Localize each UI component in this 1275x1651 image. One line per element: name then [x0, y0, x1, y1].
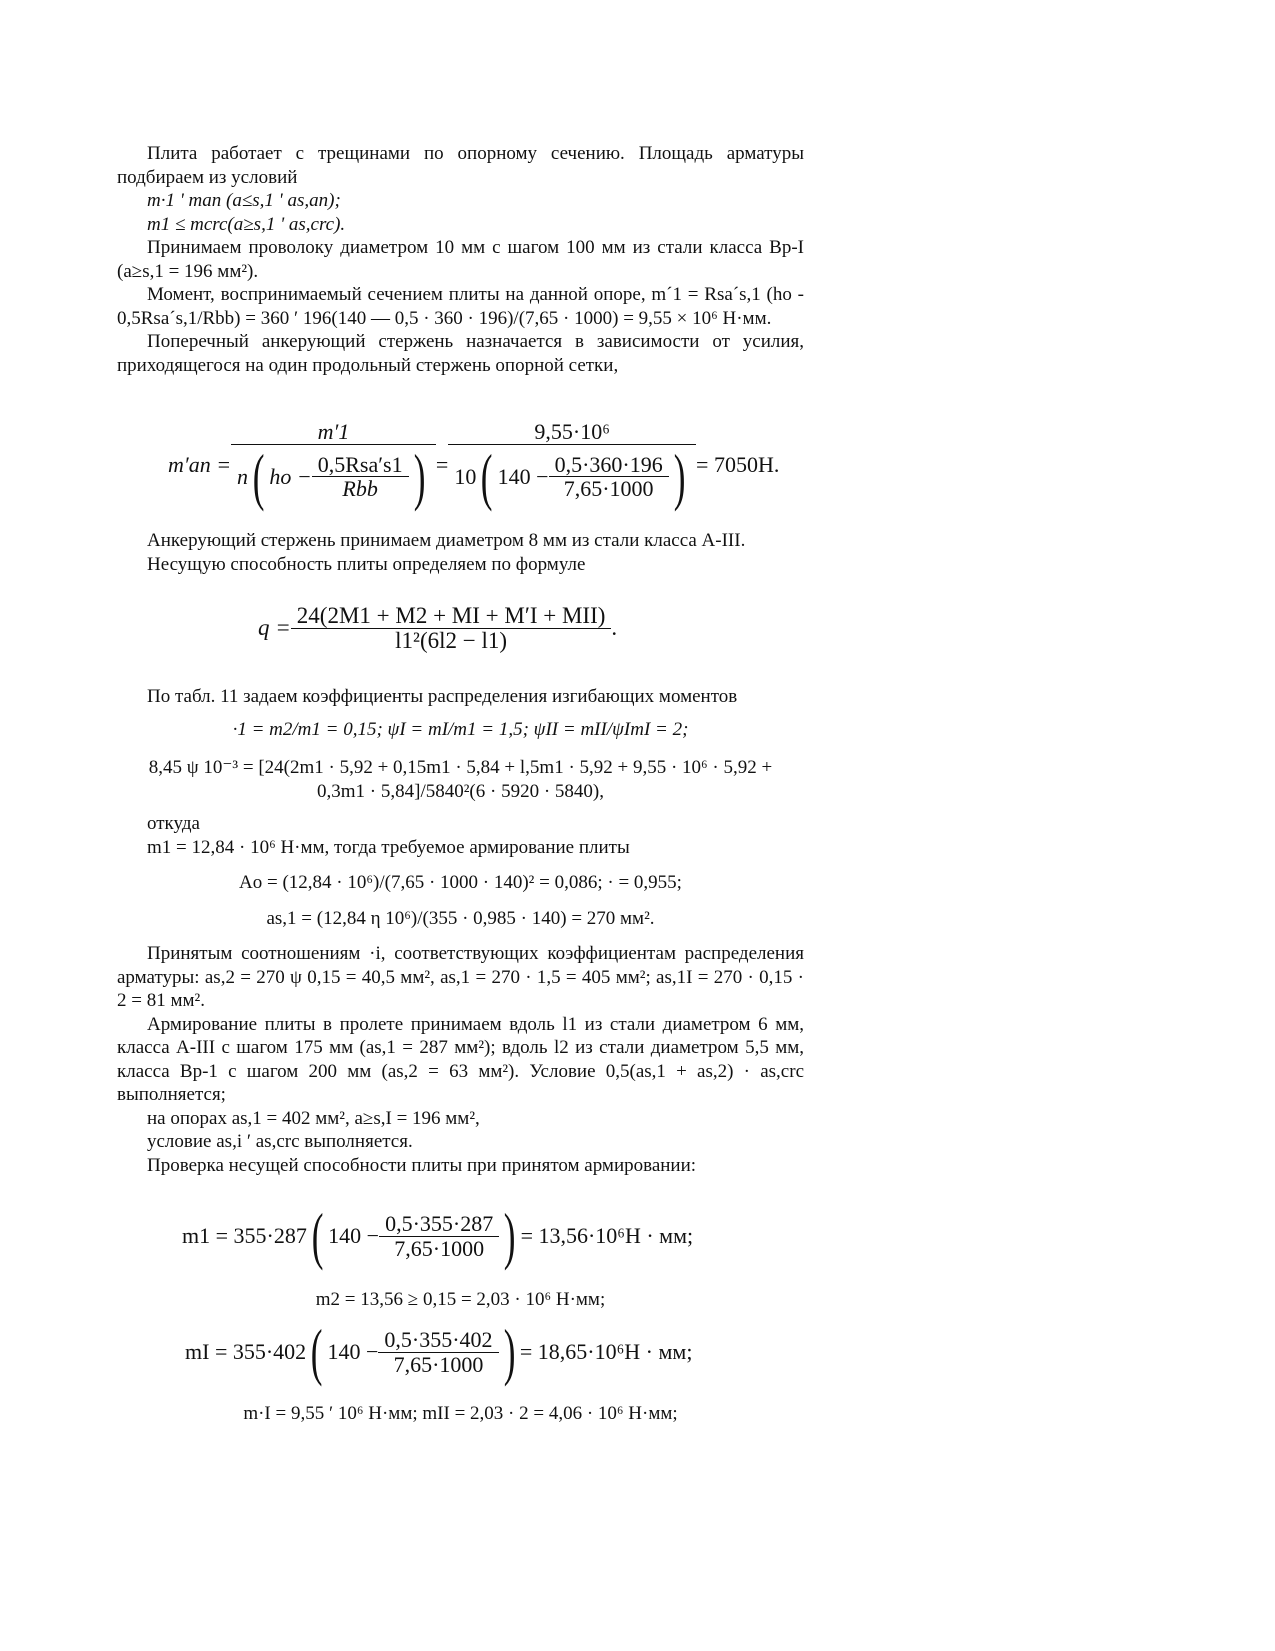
paragraph-span-reinforcement: Армирование плиты в пролете принимаем вдоль l1 из стали диаметром 6 мм, класса А-III с шагом 175 мм (as,1 = 287 мм²); вдоль l2 из стали диаметром 5,5 мм, класса Вр-1 с шагом 200 мм (as,2 = 63 мм²). Условие 0,5(as,1 + as,2) · as,crc выполняется;	[117, 1013, 804, 1105]
condition-1: m·1 ʹ man (a≤s,1 ʹ as,an);	[147, 190, 341, 211]
word-whence: откуда	[147, 813, 200, 834]
equation-as1: as,1 = (12,84 η 10⁶)/(355 · 0,985 · 140) = 270 мм².	[266, 907, 655, 929]
f4-inner-num: 0,5·355·402	[384, 1327, 493, 1352]
f1-inner-den-2: 7,65·1000	[549, 476, 669, 501]
paragraph-anchor-bar: Анкерующий стержень принимаем диаметром 8 мм из стали класса А-III.	[147, 530, 746, 551]
f4-lhs: mI = 355·402	[185, 1339, 307, 1365]
f2-lhs: q =	[258, 615, 291, 641]
text-block-coeffs	[117, 685, 804, 1177]
equation-balance-a: 8,45 ψ 10⁻³ = [24(2m1 · 5,92 + 0,15m1 · 5,84 + l,5m1 · 5,92 + 9,55 · 10⁶ · 5,92 +	[148, 757, 773, 778]
paragraph-moment: Момент, воспринимаемый сечением плиты на данной опоре, m´1 = Rsa´s,1 (ho - 0,5Rsa´s,1/Rbb) = 360 ʹ 196(140 — 0,5 · 360 · 196)/(7,65 · 1000) = 9,55 × 10⁶ Н·мм.	[117, 284, 804, 329]
formula-anchor-force	[168, 419, 780, 512]
f2-tail: .	[611, 615, 618, 641]
f1-ten: 10	[454, 463, 477, 489]
f2-numerator: 24(2M1 + M2 + MI + M′I + MII)	[296, 603, 606, 628]
f4-result: = 18,65·10⁶H · мм;	[519, 1339, 693, 1365]
f1-inner-num: 0,5Rsa′s1	[317, 451, 403, 477]
f1-equals: =	[435, 451, 449, 477]
text-block-anchor	[117, 529, 804, 576]
f1-n: n	[237, 463, 249, 489]
f4-a: 140 −	[327, 1339, 379, 1365]
f3-inner-num: 0,5·355·287	[385, 1211, 494, 1236]
f1-numerator-2: 9,55·10⁶	[534, 419, 610, 444]
f1-lhs: m′an =	[168, 451, 232, 477]
text-block-final	[117, 1402, 804, 1426]
equation-ao: Ao = (12,84 · 10⁶)/(7,65 · 1000 · 140)² = 0,086; · = 0,955;	[239, 872, 682, 893]
equation-coeffs: ·1 = m2/m1 = 0,15; ψI = mI/m1 = 1,5; ψII = mII/ψImI = 2;	[232, 718, 689, 740]
f1-ho: ho −	[269, 463, 312, 489]
paragraph-intro: Плита работает с трещинами по опорному сечению. Площадь арматуры подбираем из условий	[117, 143, 804, 188]
formula-capacity	[258, 604, 617, 652]
formula-m1: m1 = 355·287 ( 140 − $\frac{0,5\cdot 355\cdot 287}{7,65\cdot 1000}$ ) = 13,56·10⁶H · мм;	[182, 1200, 694, 1271]
condition-2: m1 ≤ mcrc(a≥s,1 ʹ as,crc).	[147, 213, 346, 235]
f1-inner-den: Rbb	[312, 476, 409, 501]
f1-numerator: m′1	[317, 419, 350, 444]
text-block-m2	[117, 1288, 804, 1312]
equation-m2: m2 = 13,56 ≥ 0,15 = 2,03 · 10⁶ Н·мм;	[315, 1289, 606, 1310]
formula-mI: mI = 355·402 ( 140 − $\frac{0,5\cdot 355\cdot 402}{7,65\cdot 1000}$ ) = 18,65·10⁶H · мм;	[185, 1316, 693, 1387]
paragraph-table: По табл. 11 задаем коэффициенты распределения изгибающих моментов	[147, 686, 738, 707]
f1-fraction-2: 9,55·10⁶ 10 ( 140 − $\frac{0,5\cdot 360\cdot 196}{7,65\cdot 1000}$ )	[448, 420, 696, 509]
f4-inner-den: 7,65·1000	[378, 1352, 498, 1377]
f3-inner-den: 7,65·1000	[379, 1236, 499, 1261]
equation-final: m·I = 9,55 ʹ 10⁶ Н·мм; mII = 2,03 · 2 = 4,06 · 10⁶ Н·мм;	[243, 1403, 678, 1424]
f1-fraction: m′1 n ( ho − $\frac{\text{0,5Rsa′s1}}{\text{Rbb}}$ )	[231, 420, 436, 509]
paragraph-m1: m1 = 12,84 · 10⁶ Н·мм, тогда требуемое армирование плиты	[147, 836, 630, 858]
f1-result: = 7050H.	[696, 451, 780, 477]
paragraph-anchor: Поперечный анкерующий стержень назначается в зависимости от усилия, приходящегося на один продольный стержень опорной сетки,	[117, 331, 804, 376]
text-block-intro	[117, 142, 804, 377]
equation-balance-b: 0,3m1 · 5,84]/5840²(6 · 5920 · 5840),	[317, 780, 604, 802]
paragraph-wire: Принимаем проволоку диаметром 10 мм с шагом 100 мм из стали класса Вр-I (a≥s,1 = 196 мм²).	[117, 237, 804, 282]
paragraph-ratios: Принятым соотношениям ·i, соответствующих коэффициентам распределения арматуры: as,2 = 270 ψ 0,15 = 40,5 мм², as,1 = 270 · 1,5 = 405 мм²; as,1I = 270 · 0,15 · 2 = 81 мм².	[117, 943, 804, 1011]
f3-result: = 13,56·10⁶H · мм;	[520, 1223, 694, 1249]
f3-lhs: m1 = 355·287	[182, 1223, 307, 1249]
paragraph-check: Проверка несущей способности плиты при принятом армировании:	[147, 1154, 697, 1176]
f1-140: 140 −	[497, 463, 549, 489]
f2-denominator: l1²(6l2 − l1)	[291, 628, 612, 653]
f3-a: 140 −	[328, 1223, 380, 1249]
f1-inner-num-2: 0,5·360·196	[554, 451, 663, 477]
paragraph-capacity: Несущую способность плиты определяем по формуле	[147, 553, 586, 575]
paragraph-supports: на опорах as,1 = 402 мм², a≥s,I = 196 мм²,	[147, 1107, 480, 1129]
paragraph-condition: условие as,i ʹ as,crc выполняется.	[147, 1131, 413, 1152]
